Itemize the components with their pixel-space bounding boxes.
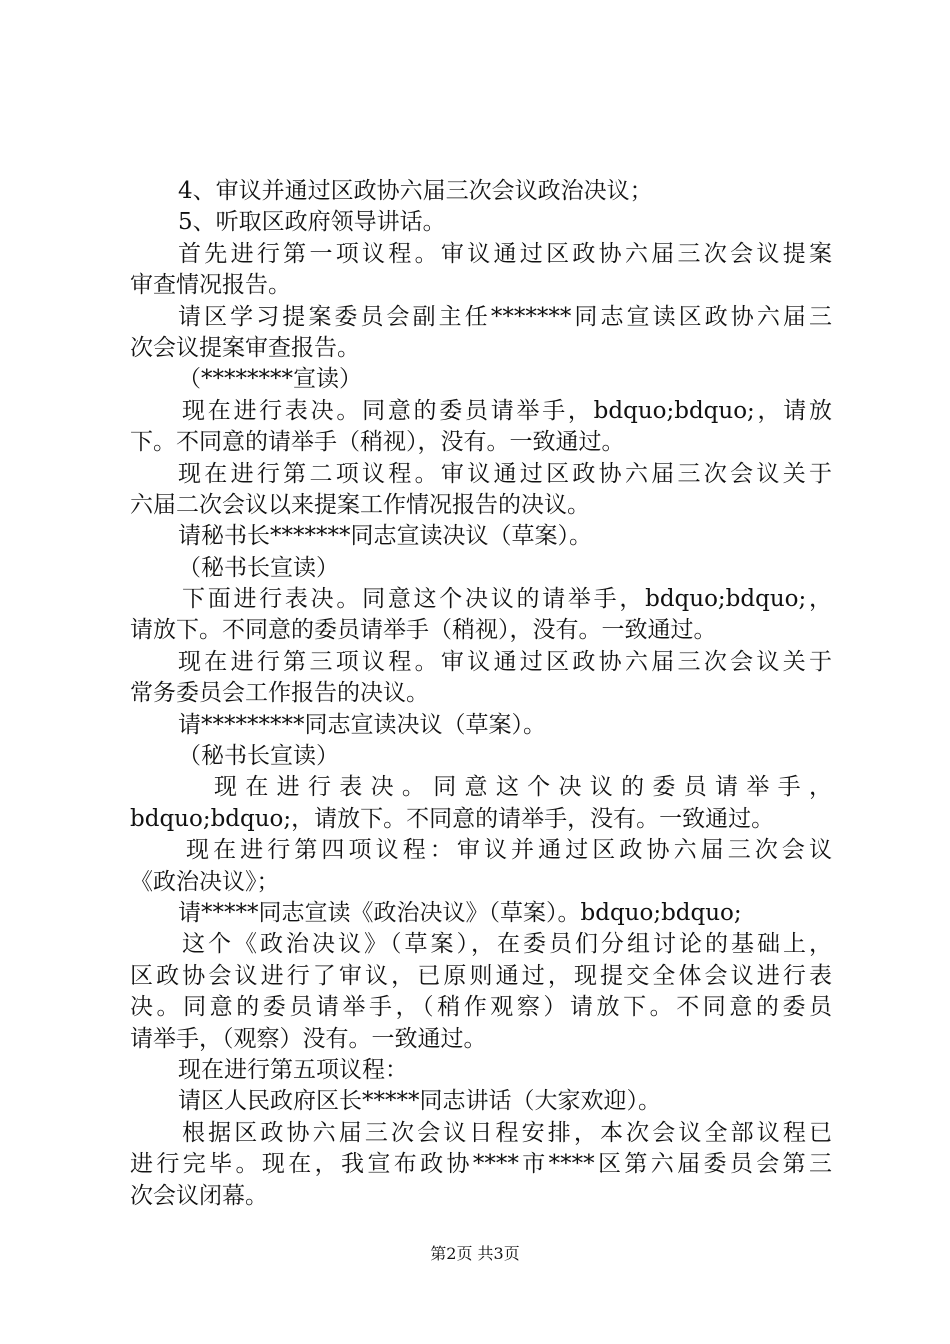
document-line: 现在进行第三项议程。审议通过区政协六届三次会议关于 xyxy=(178,648,832,675)
page-footer: 第2页 共3页 xyxy=(430,1244,520,1263)
document-line: 5、听取区政府领导讲话。 xyxy=(178,209,446,236)
document-line: 现在进行第二项议程。审议通过区政协六届三次会议关于 xyxy=(178,460,832,487)
document-line: 这个《政治决议》（草案），在委员们分组讨论的基础上， xyxy=(182,931,832,958)
document-line: bdquo;bdquo;，请放下。不同意的请举手，没有。一致通过。 xyxy=(130,805,775,832)
document-line: 请举手，（观察）没有。一致通过。 xyxy=(130,1025,487,1052)
document-line: 现在进行第五项议程： xyxy=(178,1056,408,1083)
document-line: 《政治决议》； xyxy=(130,868,280,895)
document-line: 决。同意的委员请举手，（稍作观察）请放下。不同意的委员 xyxy=(130,994,832,1021)
document-line: 六届二次会议以来提案工作情况报告的决议。 xyxy=(130,491,590,518)
document-line: 次会议提案审查报告。 xyxy=(130,334,360,361)
document-line: 首先进行第一项议程。审议通过区政协六届三次会议提案 xyxy=(178,240,832,267)
document-line: 审查情况报告。 xyxy=(130,272,291,299)
document-line: 请秘书长*******同志宣读决议（草案）。 xyxy=(178,523,592,550)
document-line: 区政协会议进行了审议，已原则通过，现提交全体会议进行表 xyxy=(130,962,832,989)
document-line: 请*********同志宣读决议（草案）。 xyxy=(178,711,546,738)
document-line: 请区人民政府区长*****同志讲话（大家欢迎）。 xyxy=(178,1088,661,1115)
document-line: 下。不同意的请举手（稍视），没有。一致通过。 xyxy=(130,429,625,456)
document-line: （秘书长宣读） xyxy=(178,554,339,581)
document-line: （********宣读） xyxy=(178,366,362,393)
document-line: 现在进行表决。同意这个决议的委员请举手， xyxy=(214,774,832,801)
document-line: 现在进行表决。同意的委员请举手，bdquo;bdquo;，请放 xyxy=(182,397,832,424)
document-line: 次会议闭幕。 xyxy=(130,1182,268,1209)
document-line: 现在进行第四项议程：审议并通过区政协六届三次会议 xyxy=(186,837,832,864)
document-line: 请区学习提案委员会副主任*******同志宣读区政协六届三 xyxy=(178,303,832,330)
document-line: 请*****同志宣读《政治决议》（草案）。bdquo;bdquo; xyxy=(178,899,742,926)
document-body xyxy=(130,176,832,1212)
document-line: 4、审议并通过区政协六届三次会议政治决议； xyxy=(178,178,653,204)
document-line: 根据区政协六届三次会议日程安排，本次会议全部议程已 xyxy=(182,1119,832,1146)
document-line: 请放下。不同意的委员请举手（稍视），没有。一致通过。 xyxy=(130,617,717,644)
document-line: 常务委员会工作报告的决议。 xyxy=(130,680,429,707)
document-line: （秘书长宣读） xyxy=(178,743,339,770)
document-line: 进行完毕。现在，我宣布政协****市****区第六届委员会第三 xyxy=(130,1151,832,1178)
document-line: 下面进行表决。同意这个决议的请举手，bdquo;bdquo;， xyxy=(182,586,832,613)
